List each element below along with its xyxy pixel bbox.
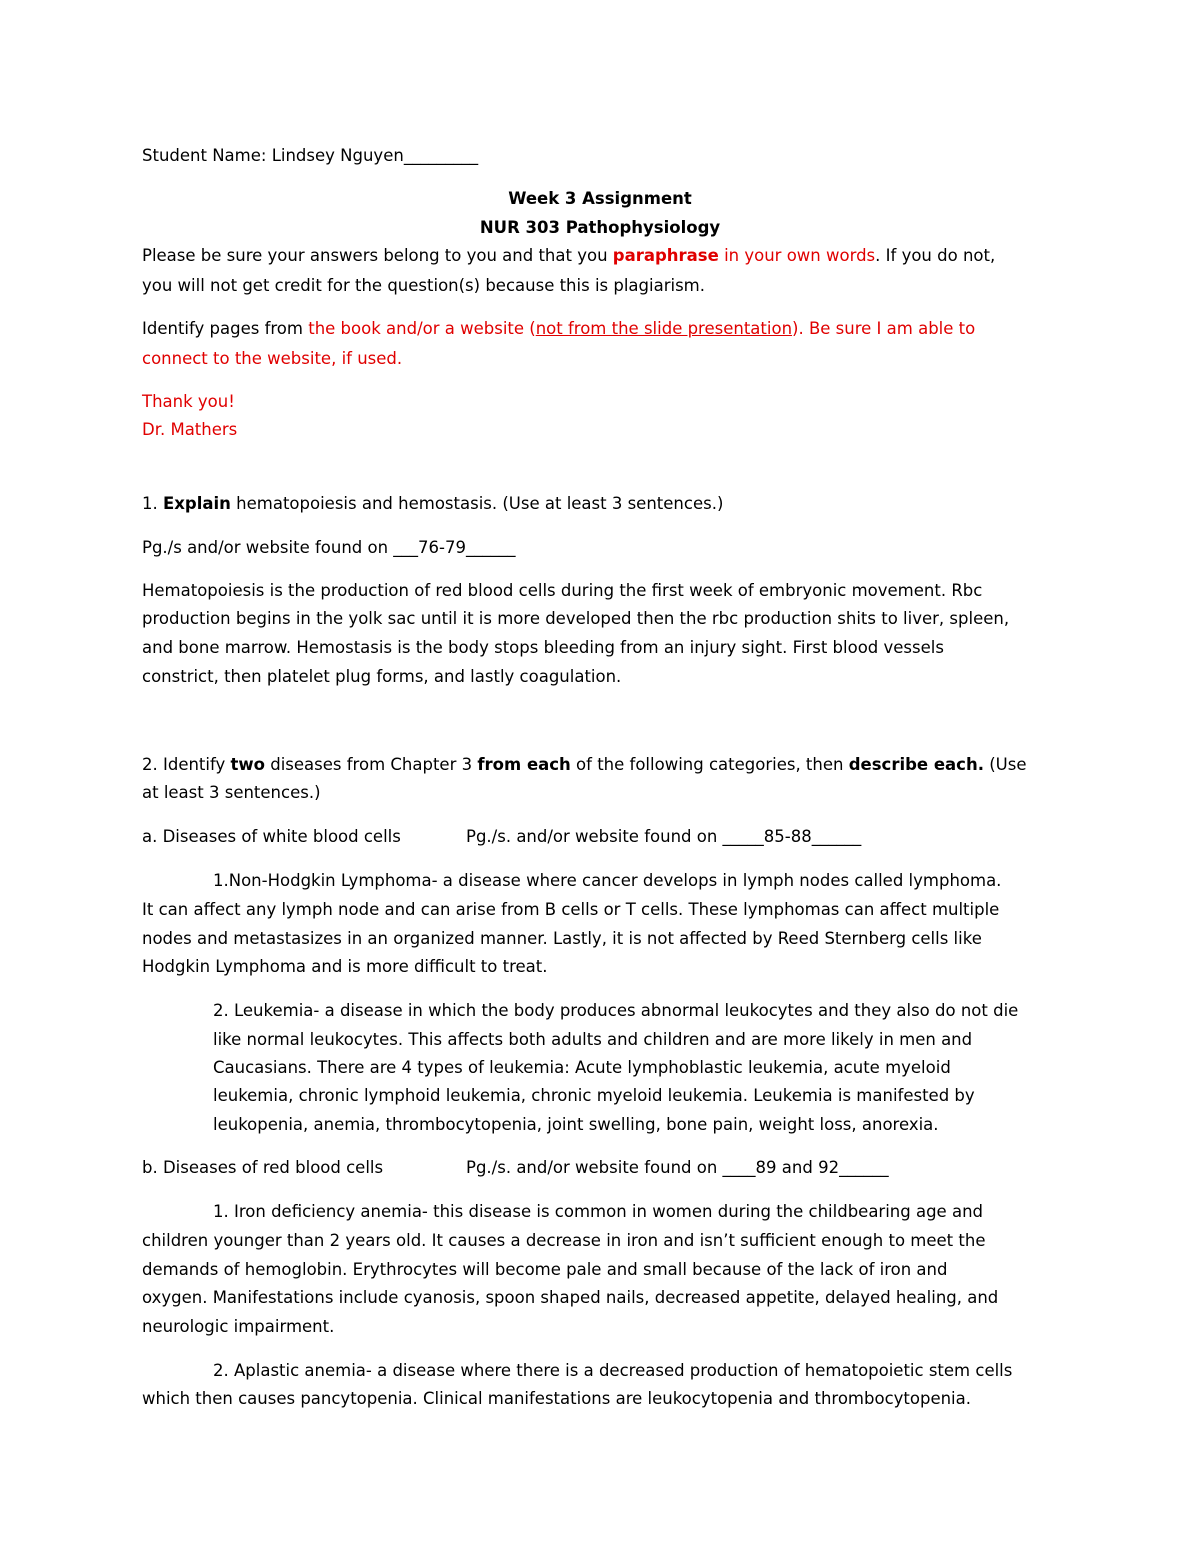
rbc-disease-1-line: neurologic impairment. [142, 1317, 335, 1336]
q1-answer-line: production begins in the yolk sac until it is more developed then the rbc production shits to liver, spleen, [142, 609, 1010, 628]
q1-answer-line: constrict, then platelet plug forms, and lastly coagulation. [142, 667, 622, 686]
instructions-text: Identify pages from [142, 319, 309, 338]
rbc-disease-1-line: 1. Iron deficiency anemia- this disease is common in women during the childbearing age and [213, 1202, 983, 1221]
wbc-disease-2-line: like normal leukocytes. This affects both adults and children and are more likely in men and [213, 1030, 973, 1049]
question-emphasis: two [230, 755, 265, 774]
wbc-disease-2-line: leukemia, chronic lymphoid leukemia, chronic myeloid leukemia. Leukemia is manifested by [213, 1086, 975, 1105]
question-emphasis: Explain [163, 494, 231, 513]
question-number: 1. [142, 494, 163, 513]
instructions-text: . If you do not, [875, 246, 996, 265]
rbc-disease-1-line: demands of hemoglobin. Erythrocytes will become pale and small because of the lack of iron and [142, 1260, 948, 1279]
question-2 [142, 754, 1027, 776]
question-2-line-2: at least 3 sentences.) [142, 783, 321, 802]
rbc-disease-2-line: 2. Aplastic anemia- a disease where there is a decreased production of hematopoietic stem cells [213, 1361, 1013, 1380]
rbc-pages: Pg./s. and/or website found on ____89 and 92______ [466, 1158, 889, 1177]
question-emphasis: describe each. [848, 755, 984, 774]
question-text: of the following categories, then [570, 755, 849, 774]
q1-answer-line: Hematopoiesis is the production of red blood cells during the first week of embryonic movement. Rbc [142, 581, 983, 600]
q1-pages: Pg./s and/or website found on ___76-79______ [142, 538, 516, 557]
wbc-disease-2-line: Caucasians. There are 4 types of leukemia: Acute lymphoblastic leukemia, acute myeloid [213, 1058, 951, 1077]
instructions-text: Please be sure your answers belong to you and that you [142, 246, 613, 265]
not-slides-emphasis: not from the slide presentation [535, 319, 793, 338]
rbc-disease-2-line: which then causes pancytopenia. Clinical manifestations are leukocytopenia and thrombocytopenia. [142, 1389, 971, 1408]
source-emphasis: the book and/or a website ( [308, 319, 536, 338]
source-emphasis-end: ). Be sure I am able to [792, 319, 976, 338]
q1-answer-line: and bone marrow. Hemostasis is the body stops bleeding from an injury sight. First blood vessels [142, 638, 944, 657]
question-1 [142, 493, 723, 515]
wbc-disease-1-line: It can affect any lymph node and can arise from B cells or T cells. These lymphomas can affect multiple [142, 900, 1000, 919]
rbc-disease-1-line: children younger than 2 years old. It causes a decrease in iron and isn’t sufficient enough to meet the [142, 1231, 986, 1250]
question-text: (Use [983, 755, 1027, 774]
course-title: NUR 303 Pathophysiology [479, 218, 721, 237]
thanks-text: Thank you! [142, 392, 235, 411]
own-words-emphasis: in your own words [718, 246, 876, 265]
instructions-line-1 [142, 245, 995, 267]
wbc-disease-2-line: leukopenia, anemia, thrombocytopenia, joint swelling, bone pain, weight loss, anorexia. [213, 1115, 939, 1134]
instructions-line-4: connect to the website, if used. [142, 349, 403, 368]
rbc-disease-1-line: oxygen. Manifestations include cyanosis, spoon shaped nails, decreased appetite, delayed healing, and [142, 1288, 999, 1307]
question-emphasis: from each [477, 755, 571, 774]
paraphrase-emphasis: paraphrase [612, 246, 719, 265]
wbc-pages: Pg./s. and/or website found on _____85-88______ [466, 827, 862, 846]
wbc-disease-1-line: Hodgkin Lymphoma and is more difficult to treat. [142, 957, 548, 976]
wbc-disease-1-line: 1.Non-Hodgkin Lymphoma- a disease where cancer develops in lymph nodes called lymphoma. [213, 871, 1002, 890]
rbc-label: b. Diseases of red blood cells [142, 1158, 384, 1177]
instructions-line-2: you will not get credit for the question(s) because this is plagiarism. [142, 276, 705, 295]
assignment-title: Week 3 Assignment [508, 189, 692, 208]
wbc-disease-2-line: 2. Leukemia- a disease in which the body produces abnormal leukocytes and they also do not die [213, 1001, 1019, 1020]
wbc-label: a. Diseases of white blood cells [142, 827, 401, 846]
student-name-label: Student Name: [142, 146, 272, 165]
question-text: diseases from Chapter 3 [265, 755, 478, 774]
student-name-line [142, 145, 478, 167]
student-name-blank: _________ [403, 146, 479, 165]
question-text: 2. Identify [142, 755, 231, 774]
wbc-disease-1-line: nodes and metastasizes in an organized manner. Lastly, it is not affected by Reed Sternberg cells like [142, 929, 982, 948]
signature-text: Dr. Mathers [142, 420, 238, 439]
question-text: hematopoiesis and hemostasis. (Use at least 3 sentences.) [230, 494, 724, 513]
instructions-line-3 [142, 318, 975, 340]
student-name-value: Lindsey Nguyen [271, 146, 404, 165]
